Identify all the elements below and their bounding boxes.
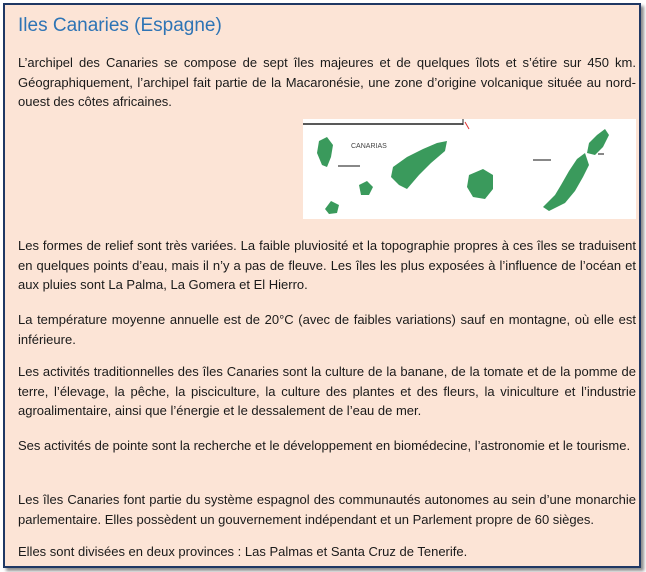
island-tenerife [391, 141, 447, 189]
island-el-hierro [325, 201, 339, 214]
map-label: CANARIAS [351, 143, 387, 150]
paragraph-relief: Les formes de relief sont très variées. La faible pluviosité et la topographie propres à ces îles se traduisent en quelques points d’eau, mais il n’y a pas de fleuve. Les îles les plus exposées à l’influence de l’océan et aux pluies sont La Palma, La Gomera et El Hierro. [18, 238, 636, 292]
canary-islands-map [303, 119, 636, 219]
paragraph-climate: La température moyenne annuelle est de 20°C (avec de faibles variations) sauf en montagne, où elle est inférieure. [18, 312, 636, 347]
island-fuerteventura [543, 153, 589, 211]
island-la-gomera [359, 181, 373, 195]
info-card [3, 3, 641, 568]
paragraph-intro: L’archipel des Canaries se compose de sept îles majeures et de quelques îlots et s’étire sur 450 km. Géographiquement, l’archipel fait partie de la Macaronésie, une zone d’origine volcanique située au nord-ouest des côtes africaines. [18, 55, 636, 109]
paragraph-activities: Les activités traditionnelles des îles Canaries sont la culture de la banane, de la tomate et de la pomme de terre, l’élevage, la pêche, la pisciculture, la culture des plantes et des fleurs, la viniculture et l’industrie agroalimentaire, ainsi que l’énergie et le dessalement de l’eau de mer. [18, 364, 636, 418]
island-lanzarote [587, 129, 609, 155]
paragraph-research: Ses activités de pointe sont la recherche et le développement en biomédecine, l’astronomie et le tourisme. [18, 438, 631, 453]
paragraph-provinces: Elles sont divisées en deux provinces : Las Palmas et Santa Cruz de Tenerife. [18, 544, 468, 559]
island-gran-canaria [467, 169, 493, 199]
page-title: Iles Canaries (Espagne) [18, 15, 222, 36]
island-la-palma [317, 137, 333, 167]
paragraph-government: Les îles Canaries font partie du système espagnol des communautés autonomes au sein d’une monarchie parlementaire. Elles possèdent un gouvernement indépendant et un Parlement propre de 60 sièges. [18, 492, 636, 527]
